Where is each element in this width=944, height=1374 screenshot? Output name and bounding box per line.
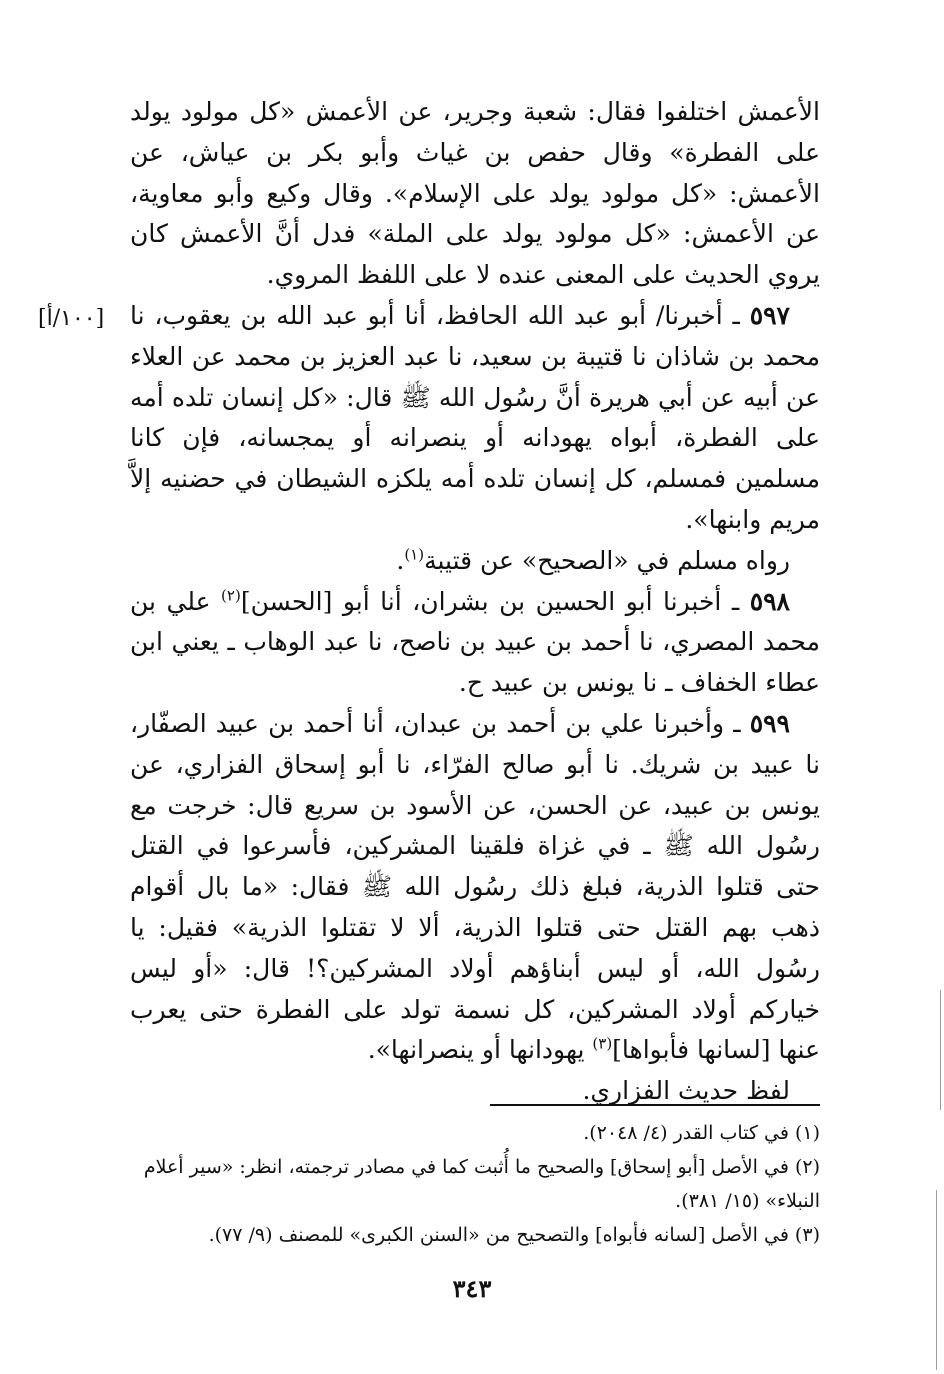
footnotes [130,1116,820,1252]
footnote-marker-3: (٣) [592,1035,613,1053]
footnote-marker-2: (٢) [221,586,241,605]
hadith-597 [130,296,820,541]
hadith-text-continued: علي بن محمد المصري، نا أحمد بن عبيد بن ناصح، نا عبد الوهاب ـ يعني ابن عطاء الخفاف ـ نا يونس بن عبيد ح. [130,586,820,698]
main-text [130,92,820,1112]
riwayah-note [130,541,820,582]
footnote-3: (٣) في الأصل [لسانه فأبواه] والتصحيح من «السنن الكبرى» للمصنف (٩/ ٧٧). [208,1224,820,1246]
footnote-1: (١) في كتاب القدر (٤/ ٢٠٤٨). [583,1122,820,1144]
paragraph-continuation: الأعمش اختلفوا فقال: شعبة وجرير، عن الأعمش «كل مولود يولد على الفطرة» وقال حفص بن غياث وأبو بكر بن عياش، عن الأعمش: «كل مولود يولد على الإسلام». وقال وكيع وأبو معاوية، عن الأعمش: «كل مولود يولد على الملة» فدل أنَّ الأعمش كان يروي الحديث على المعنى عنده لا على اللفظ المروي. [130,97,820,290]
closing-note: لفظ حديث الفزاري. [582,1076,790,1106]
riwayah-end: . [396,545,405,575]
hadith-number: ٥٩٨ [749,586,790,616]
hadith-text: ـ وأخبرنا علي بن أحمد بن عبدان، أنا أحمد بن عبيد الصفّار، نا عبيد بن شريك. نا أبو صالح الفرّاء، نا أبو إسحاق الفزاري، عن يونس بن عبيد، عن الحسن، عن الأسود بن سريع قال: خرجت مع رسُول الله ﷺ ـ في غزاة فلقينا المشركين، فأسرعوا في القتل حتى قتلوا الذرية، فبلغ ذلك رسُول الله ﷺ فقال: «ما بال أقوام ذهب بهم القتل حتى قتلوا الذرية، ألا لا تقتلوا الذرية» فقيل: يا رسُول الله، أو ليس أبناؤهم أولاد المشركين؟! قال: «أو ليس خياركم أولاد المشركين، كل نسمة تولد على الفطرة حتى يعرب عنها [لسانها فأبواها] [130,708,820,1065]
hadith-text: ـ أخبرنا/ أبو عبد الله الحافظ، أنا أبو عبد الله بن يعقوب، نا محمد بن شاذان نا قتيبة بن سعيد، نا عبد العزيز بن محمد عن العلاء عن أبيه عن أبي هريرة أنَّ رسُول الله ﷺ قال: «كل إنسان تلده أمه على الفطرة، أبواه يهودانه أو ينصرانه أو يمجسانه، فإن كانا مسلمين فمسلم، كل إنسان تلده أمه يلكزه الشيطان في حضنيه إلاَّ مريم وابنها». [130,300,820,534]
hadith-number: ٥٩٧ [749,300,790,330]
footnote-separator [490,1104,820,1106]
page-body [130,92,820,1112]
page-edge-mark [936,1190,937,1370]
margin-folio-reference: [١٠٠/أ] [38,306,105,331]
riwayah-text: رواه مسلم في «الصحيح» عن قتيبة [424,545,790,575]
footnote-marker-1: (١) [404,545,425,564]
page-edge-mark [940,990,941,1110]
hadith-599 [130,704,820,1071]
hadith-number: ٥٩٩ [749,708,790,738]
hadith-598 [130,582,820,704]
page-number: ٣٤٣ [452,1274,492,1303]
footnote-2: (٢) في الأصل [أبو إسحاق] والصحيح ما أُثبت كما في مصادر ترجمته، انظر: «سير أعلام النبلاء» (١٥/ ٣٨١). [143,1156,820,1212]
hadith-text: ـ أخبرنا أبو الحسين بن بشران، أنا أبو [الحسن] [240,586,750,616]
hadith-text-continued: يهودانها أو ينصرانها». [367,1035,593,1065]
